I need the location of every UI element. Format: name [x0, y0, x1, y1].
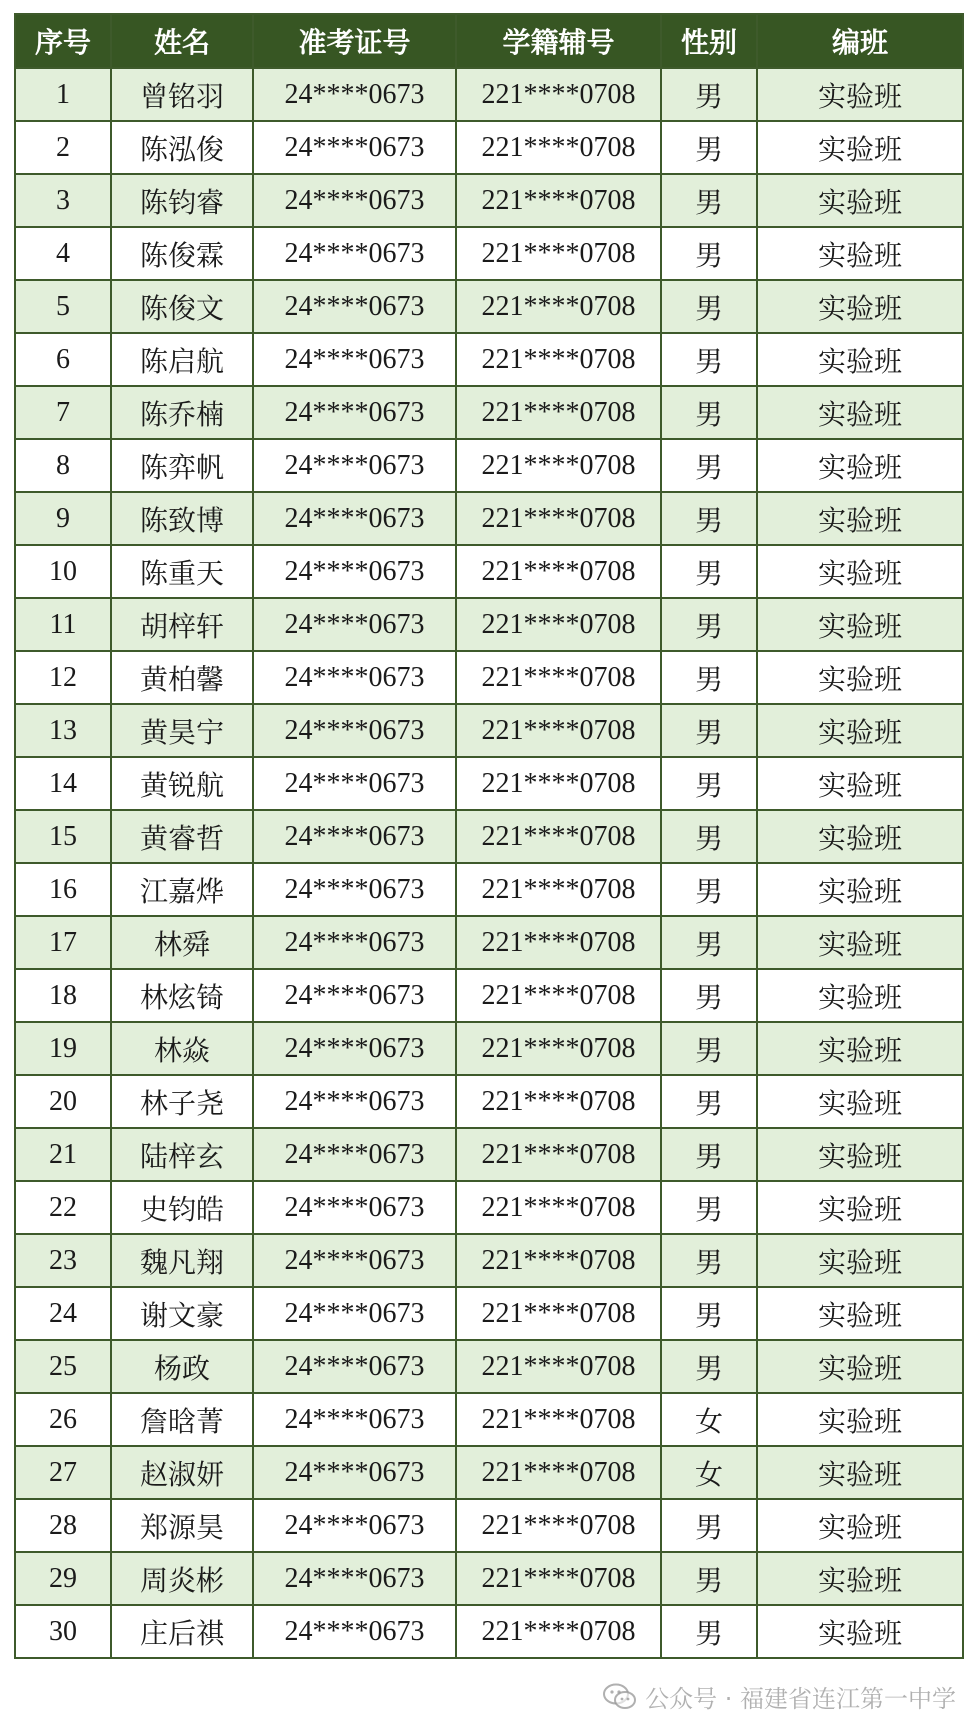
cell-class-assignment: 实验班 [757, 439, 963, 492]
cell-name: 谢文豪 [111, 1287, 253, 1340]
cell-name: 庄后祺 [111, 1605, 253, 1658]
cell-student-registry-number: 221****0708 [456, 969, 661, 1022]
cell-class-assignment: 实验班 [757, 1181, 963, 1234]
cell-student-registry-number: 221****0708 [456, 1340, 661, 1393]
cell-student-registry-number: 221****0708 [456, 227, 661, 280]
cell-gender: 男 [661, 1552, 757, 1605]
cell-admission-number: 24****0673 [253, 1393, 456, 1446]
cell-gender: 男 [661, 68, 757, 121]
cell-index: 15 [15, 810, 111, 863]
cell-admission-number: 24****0673 [253, 68, 456, 121]
cell-class-assignment: 实验班 [757, 333, 963, 386]
cell-index: 26 [15, 1393, 111, 1446]
table-row [15, 1340, 963, 1393]
header-gender: 性别 [661, 14, 757, 68]
cell-name: 郑源昊 [111, 1499, 253, 1552]
table-row [15, 280, 963, 333]
cell-gender: 男 [661, 545, 757, 598]
table-row [15, 386, 963, 439]
cell-class-assignment: 实验班 [757, 1287, 963, 1340]
cell-name: 江嘉烨 [111, 863, 253, 916]
cell-gender: 男 [661, 810, 757, 863]
cell-index: 16 [15, 863, 111, 916]
cell-name: 杨政 [111, 1340, 253, 1393]
cell-name: 黄锐航 [111, 757, 253, 810]
cell-name: 陈致博 [111, 492, 253, 545]
cell-index: 29 [15, 1552, 111, 1605]
cell-index: 1 [15, 68, 111, 121]
cell-student-registry-number: 221****0708 [456, 1075, 661, 1128]
wechat-icon [603, 1683, 637, 1711]
cell-student-registry-number: 221****0708 [456, 598, 661, 651]
table-row [15, 492, 963, 545]
cell-name: 林舜 [111, 916, 253, 969]
cell-class-assignment: 实验班 [757, 1605, 963, 1658]
cell-admission-number: 24****0673 [253, 651, 456, 704]
cell-admission-number: 24****0673 [253, 280, 456, 333]
table-row [15, 1393, 963, 1446]
cell-admission-number: 24****0673 [253, 598, 456, 651]
cell-index: 23 [15, 1234, 111, 1287]
table-row [15, 757, 963, 810]
student-roster-table [14, 13, 964, 1659]
table-row [15, 1234, 963, 1287]
cell-admission-number: 24****0673 [253, 916, 456, 969]
cell-student-registry-number: 221****0708 [456, 1128, 661, 1181]
cell-class-assignment: 实验班 [757, 545, 963, 598]
cell-gender: 男 [661, 227, 757, 280]
cell-class-assignment: 实验班 [757, 1499, 963, 1552]
cell-class-assignment: 实验班 [757, 227, 963, 280]
cell-name: 陆梓玄 [111, 1128, 253, 1181]
cell-index: 18 [15, 969, 111, 1022]
cell-student-registry-number: 221****0708 [456, 492, 661, 545]
cell-index: 4 [15, 227, 111, 280]
cell-name: 赵淑妍 [111, 1446, 253, 1499]
cell-student-registry-number: 221****0708 [456, 545, 661, 598]
table-row [15, 1446, 963, 1499]
table-row [15, 121, 963, 174]
cell-name: 周炎彬 [111, 1552, 253, 1605]
cell-class-assignment: 实验班 [757, 1234, 963, 1287]
cell-class-assignment: 实验班 [757, 68, 963, 121]
cell-name: 陈泓俊 [111, 121, 253, 174]
table-row [15, 1552, 963, 1605]
cell-student-registry-number: 221****0708 [456, 1446, 661, 1499]
cell-class-assignment: 实验班 [757, 1340, 963, 1393]
cell-student-registry-number: 221****0708 [456, 1605, 661, 1658]
cell-gender: 男 [661, 439, 757, 492]
cell-student-registry-number: 221****0708 [456, 704, 661, 757]
cell-student-registry-number: 221****0708 [456, 863, 661, 916]
cell-gender: 男 [661, 1287, 757, 1340]
cell-name: 陈钧睿 [111, 174, 253, 227]
header-student-registry-number: 学籍辅号 [456, 14, 661, 68]
watermark [603, 1679, 956, 1714]
cell-student-registry-number: 221****0708 [456, 333, 661, 386]
cell-gender: 男 [661, 492, 757, 545]
cell-admission-number: 24****0673 [253, 1181, 456, 1234]
cell-class-assignment: 实验班 [757, 1128, 963, 1181]
cell-student-registry-number: 221****0708 [456, 651, 661, 704]
cell-student-registry-number: 221****0708 [456, 1022, 661, 1075]
cell-admission-number: 24****0673 [253, 333, 456, 386]
cell-class-assignment: 实验班 [757, 386, 963, 439]
cell-admission-number: 24****0673 [253, 439, 456, 492]
cell-name: 胡梓轩 [111, 598, 253, 651]
cell-gender: 女 [661, 1393, 757, 1446]
cell-name: 陈弈帆 [111, 439, 253, 492]
header-index: 序号 [15, 14, 111, 68]
table-header [15, 14, 963, 68]
cell-class-assignment: 实验班 [757, 969, 963, 1022]
table-row [15, 916, 963, 969]
cell-admission-number: 24****0673 [253, 1340, 456, 1393]
cell-index: 8 [15, 439, 111, 492]
cell-admission-number: 24****0673 [253, 492, 456, 545]
cell-index: 13 [15, 704, 111, 757]
cell-admission-number: 24****0673 [253, 969, 456, 1022]
cell-admission-number: 24****0673 [253, 1287, 456, 1340]
cell-student-registry-number: 221****0708 [456, 1393, 661, 1446]
cell-gender: 男 [661, 757, 757, 810]
cell-student-registry-number: 221****0708 [456, 1499, 661, 1552]
cell-admission-number: 24****0673 [253, 1446, 456, 1499]
cell-admission-number: 24****0673 [253, 1234, 456, 1287]
cell-gender: 女 [661, 1446, 757, 1499]
table-row [15, 969, 963, 1022]
cell-class-assignment: 实验班 [757, 1393, 963, 1446]
table-row [15, 1181, 963, 1234]
cell-index: 25 [15, 1340, 111, 1393]
cell-name: 詹晗菁 [111, 1393, 253, 1446]
cell-admission-number: 24****0673 [253, 1499, 456, 1552]
header-admission-number: 准考证号 [253, 14, 456, 68]
cell-student-registry-number: 221****0708 [456, 1234, 661, 1287]
table-row [15, 810, 963, 863]
table-row [15, 227, 963, 280]
header-name: 姓名 [111, 14, 253, 68]
cell-index: 27 [15, 1446, 111, 1499]
table-row [15, 1605, 963, 1658]
table-row [15, 598, 963, 651]
cell-index: 17 [15, 916, 111, 969]
cell-gender: 男 [661, 704, 757, 757]
cell-gender: 男 [661, 333, 757, 386]
cell-admission-number: 24****0673 [253, 1075, 456, 1128]
cell-name: 林子尧 [111, 1075, 253, 1128]
cell-gender: 男 [661, 280, 757, 333]
cell-student-registry-number: 221****0708 [456, 280, 661, 333]
cell-index: 2 [15, 121, 111, 174]
cell-index: 9 [15, 492, 111, 545]
cell-index: 7 [15, 386, 111, 439]
cell-student-registry-number: 221****0708 [456, 810, 661, 863]
cell-index: 20 [15, 1075, 111, 1128]
cell-name: 魏凡翔 [111, 1234, 253, 1287]
table-row [15, 1128, 963, 1181]
cell-admission-number: 24****0673 [253, 1552, 456, 1605]
cell-gender: 男 [661, 1181, 757, 1234]
table-row [15, 174, 963, 227]
cell-gender: 男 [661, 1340, 757, 1393]
cell-class-assignment: 实验班 [757, 916, 963, 969]
cell-index: 6 [15, 333, 111, 386]
cell-class-assignment: 实验班 [757, 492, 963, 545]
cell-index: 11 [15, 598, 111, 651]
cell-index: 30 [15, 1605, 111, 1658]
cell-gender: 男 [661, 969, 757, 1022]
cell-gender: 男 [661, 121, 757, 174]
cell-class-assignment: 实验班 [757, 121, 963, 174]
table-row [15, 68, 963, 121]
cell-admission-number: 24****0673 [253, 863, 456, 916]
cell-gender: 男 [661, 1022, 757, 1075]
cell-gender: 男 [661, 1234, 757, 1287]
cell-student-registry-number: 221****0708 [456, 757, 661, 810]
cell-student-registry-number: 221****0708 [456, 121, 661, 174]
cell-class-assignment: 实验班 [757, 757, 963, 810]
cell-name: 曾铭羽 [111, 68, 253, 121]
cell-gender: 男 [661, 386, 757, 439]
cell-gender: 男 [661, 1499, 757, 1552]
cell-index: 19 [15, 1022, 111, 1075]
cell-gender: 男 [661, 863, 757, 916]
cell-class-assignment: 实验班 [757, 1075, 963, 1128]
cell-class-assignment: 实验班 [757, 1552, 963, 1605]
table-row [15, 1022, 963, 1075]
cell-class-assignment: 实验班 [757, 704, 963, 757]
cell-student-registry-number: 221****0708 [456, 916, 661, 969]
cell-admission-number: 24****0673 [253, 757, 456, 810]
cell-name: 黄昊宁 [111, 704, 253, 757]
cell-gender: 男 [661, 1075, 757, 1128]
cell-admission-number: 24****0673 [253, 545, 456, 598]
cell-class-assignment: 实验班 [757, 174, 963, 227]
table-row [15, 1075, 963, 1128]
cell-name: 陈俊霖 [111, 227, 253, 280]
cell-admission-number: 24****0673 [253, 810, 456, 863]
cell-class-assignment: 实验班 [757, 598, 963, 651]
cell-class-assignment: 实验班 [757, 1446, 963, 1499]
cell-admission-number: 24****0673 [253, 174, 456, 227]
cell-index: 5 [15, 280, 111, 333]
cell-index: 28 [15, 1499, 111, 1552]
cell-name: 陈乔楠 [111, 386, 253, 439]
cell-name: 林焱 [111, 1022, 253, 1075]
cell-class-assignment: 实验班 [757, 280, 963, 333]
table-row [15, 545, 963, 598]
cell-admission-number: 24****0673 [253, 386, 456, 439]
table-row [15, 1499, 963, 1552]
header-row [15, 14, 963, 68]
cell-gender: 男 [661, 1128, 757, 1181]
watermark-text: 公众号 · 福建省连江第一中学 [645, 1685, 956, 1713]
table-body [15, 68, 963, 1658]
cell-index: 21 [15, 1128, 111, 1181]
cell-name: 陈启航 [111, 333, 253, 386]
cell-admission-number: 24****0673 [253, 227, 456, 280]
cell-student-registry-number: 221****0708 [456, 174, 661, 227]
cell-class-assignment: 实验班 [757, 863, 963, 916]
cell-index: 24 [15, 1287, 111, 1340]
cell-student-registry-number: 221****0708 [456, 1181, 661, 1234]
cell-name: 黄睿哲 [111, 810, 253, 863]
table-row [15, 439, 963, 492]
cell-index: 12 [15, 651, 111, 704]
cell-gender: 男 [661, 916, 757, 969]
cell-class-assignment: 实验班 [757, 810, 963, 863]
cell-name: 陈重天 [111, 545, 253, 598]
cell-admission-number: 24****0673 [253, 1605, 456, 1658]
table-row [15, 1287, 963, 1340]
cell-admission-number: 24****0673 [253, 704, 456, 757]
table-row [15, 704, 963, 757]
cell-index: 3 [15, 174, 111, 227]
cell-index: 22 [15, 1181, 111, 1234]
cell-student-registry-number: 221****0708 [456, 386, 661, 439]
table-row [15, 333, 963, 386]
table-row [15, 651, 963, 704]
cell-name: 黄柏馨 [111, 651, 253, 704]
cell-gender: 男 [661, 651, 757, 704]
cell-admission-number: 24****0673 [253, 1128, 456, 1181]
header-class-assignment: 编班 [757, 14, 963, 68]
cell-student-registry-number: 221****0708 [456, 439, 661, 492]
cell-name: 史钧皓 [111, 1181, 253, 1234]
cell-index: 14 [15, 757, 111, 810]
cell-gender: 男 [661, 1605, 757, 1658]
cell-class-assignment: 实验班 [757, 1022, 963, 1075]
cell-index: 10 [15, 545, 111, 598]
cell-admission-number: 24****0673 [253, 1022, 456, 1075]
table-row [15, 863, 963, 916]
cell-name: 林炫锜 [111, 969, 253, 1022]
cell-student-registry-number: 221****0708 [456, 1287, 661, 1340]
cell-student-registry-number: 221****0708 [456, 1552, 661, 1605]
cell-class-assignment: 实验班 [757, 651, 963, 704]
cell-gender: 男 [661, 174, 757, 227]
cell-gender: 男 [661, 598, 757, 651]
cell-admission-number: 24****0673 [253, 121, 456, 174]
cell-name: 陈俊文 [111, 280, 253, 333]
cell-student-registry-number: 221****0708 [456, 68, 661, 121]
